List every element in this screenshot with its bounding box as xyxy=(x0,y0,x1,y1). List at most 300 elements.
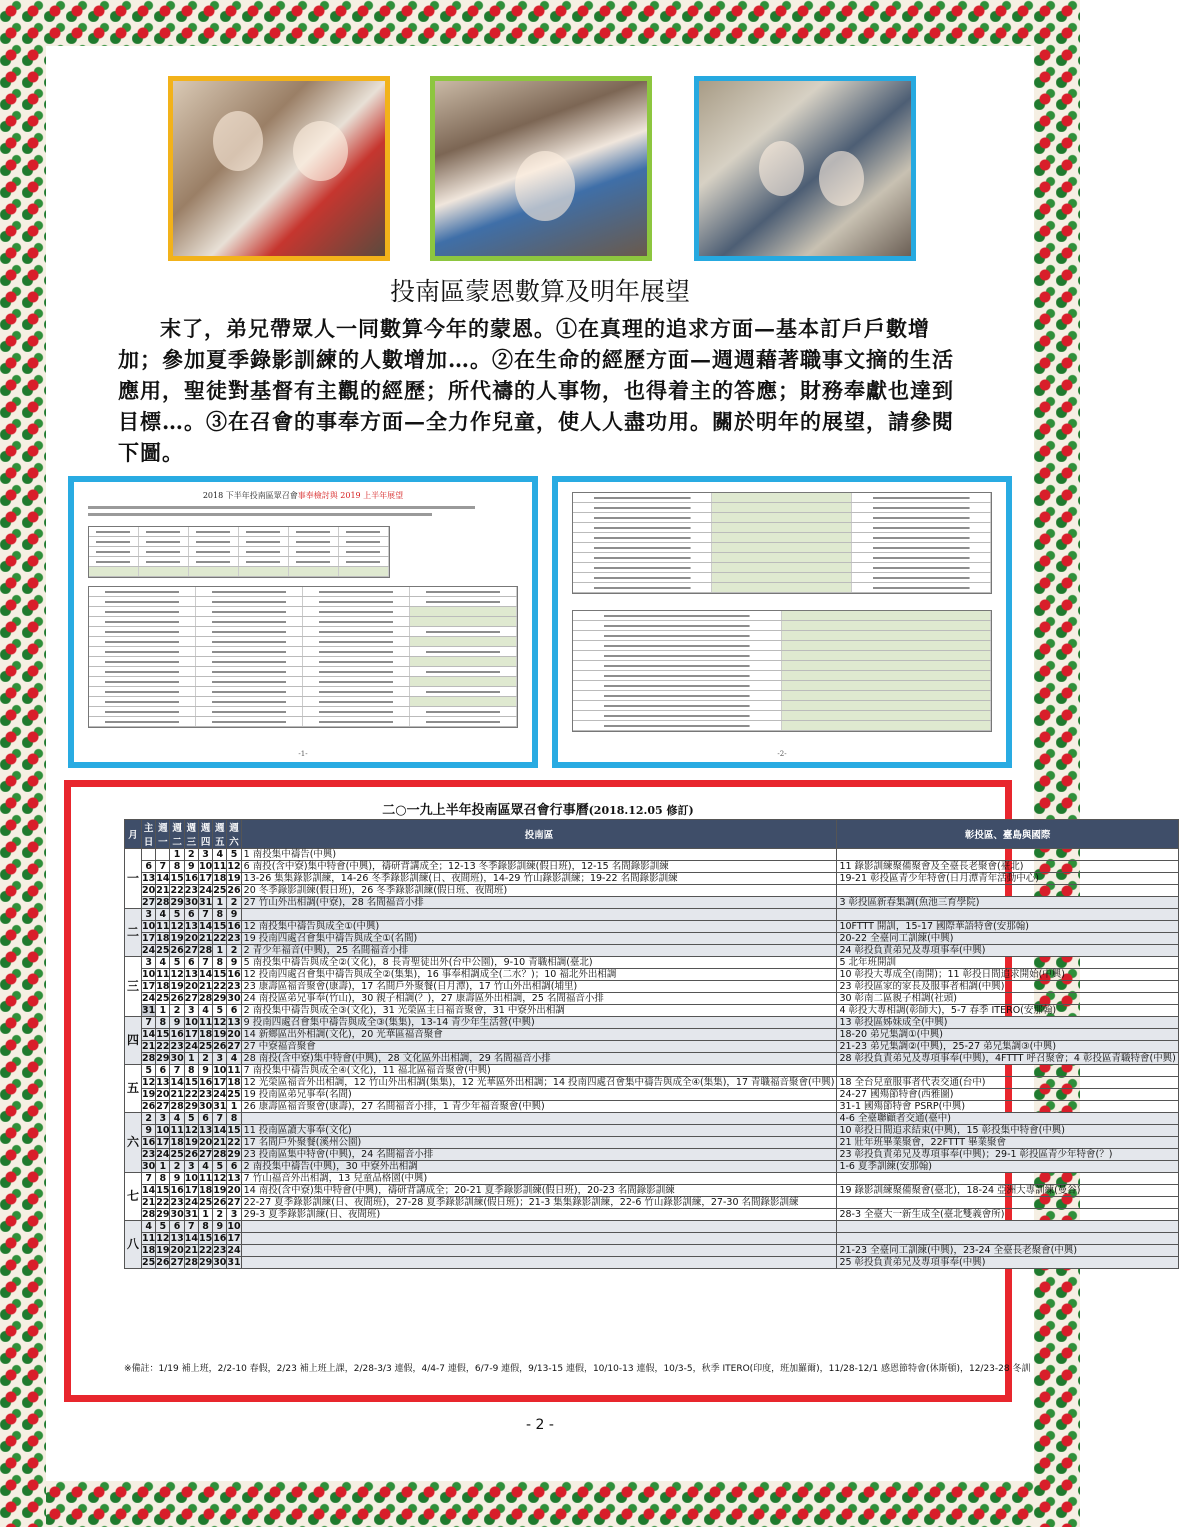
schedule-regional-event: 5 北年班開訓 xyxy=(837,957,1178,969)
schedule-day-cell: 31 xyxy=(198,897,213,908)
schedule-header-cell: 週四 xyxy=(198,820,212,849)
schedule-week-row xyxy=(125,1077,1179,1089)
section-title: 投南區蒙恩數算及明年展望 xyxy=(389,277,690,306)
schedule-title-text: 二○一九上半年投南區眾召會行事曆 xyxy=(382,803,589,818)
schedule-day-cell: 8 xyxy=(198,1221,212,1233)
schedule-day-cell: 9 xyxy=(184,861,198,873)
schedule-regional-event: 28-3 全臺大一新生成全(臺北雙義會所) xyxy=(837,1209,1178,1221)
schedule-day-cell: 9 xyxy=(213,1221,227,1233)
schedule-day-cell: 15 xyxy=(170,873,184,884)
schedule-tounan-event: 12 南投集中禱告與成全①(中興) xyxy=(241,921,837,933)
schedule-day-cell: 21 xyxy=(198,933,213,944)
schedule-day-cell: 11 xyxy=(213,861,227,872)
schedule-week-row xyxy=(125,849,1179,861)
schedule-regional-event: 1-6 夏季訓練(安那翰) xyxy=(837,1161,1178,1173)
schedule-tounan-event: 11 投南區讀大事奉(文化) xyxy=(241,1125,837,1137)
schedule-day-cell: 30 xyxy=(198,1101,213,1112)
schedule-day-cell: 3 xyxy=(156,1113,170,1125)
schedule-tounan-event: 13-26 集集錄影訓練，14-26 冬季錄影訓練(日、夜間班)，14-29 竹山錄影訓練；19-22 名間錄影訓練 xyxy=(241,873,837,885)
schedule-day-cell: 6 xyxy=(227,1161,241,1173)
schedule-day-cell: 7 xyxy=(184,1221,198,1233)
schedule-tounan-event: 26 康壽區福音聚會(康壽)，27 名間福音小排，1 青少年福音聚會(中興) xyxy=(241,1101,837,1113)
schedule-tounan-event: 20 冬季錄影訓練(假日班)，26 冬季錄影訓練(假日班、夜間班) xyxy=(241,885,837,897)
schedule-day-cell: 20 xyxy=(184,933,198,944)
schedule-day-cell: 12 xyxy=(170,921,184,932)
schedule-day-cell: 4 xyxy=(142,1221,156,1233)
schedule-day-cell: 19 xyxy=(213,1029,227,1040)
schedule-week-row xyxy=(125,1101,1179,1113)
schedule-day-cell: 18 xyxy=(156,933,170,944)
schedule-day-cell: 31 xyxy=(227,1257,241,1268)
schedule-day-cell: 27 xyxy=(227,1041,241,1052)
schedule-day-cell: 27 xyxy=(184,993,198,1004)
schedule-day-cell: 29 xyxy=(213,993,227,1004)
review-document-main-table xyxy=(88,586,518,728)
schedule-tounan-event: 27 竹山外出相調(中寮)，28 名間福音小排 xyxy=(241,897,837,909)
schedule-day-cell: 22 xyxy=(213,933,227,944)
schedule-day-cell: 27 xyxy=(184,945,198,956)
schedule-day-cell: 13 xyxy=(142,873,156,884)
schedule-day-cell: 20 xyxy=(227,1029,241,1040)
schedule-day-cell: 17 xyxy=(142,981,156,992)
schedule-regional-event: 21 壯年班畢業聚會，22FTTT 畢業聚會 xyxy=(837,1137,1178,1149)
schedule-day-cell: 2 xyxy=(213,1209,227,1221)
schedule-tounan-event: 17 名間戶外聚餐(溪州公園) xyxy=(241,1137,837,1149)
schedule-regional-event: 3 彰投區新春集調(魚池三育學院) xyxy=(837,897,1178,909)
schedule-regional-event: 10FTTT 開訓，15-17 國際華語特會(安那翰) xyxy=(837,921,1178,933)
schedule-day-cell: 17 xyxy=(213,1077,227,1088)
poinsettia-border-bottom xyxy=(0,1481,1080,1527)
schedule-day-cell: 16 xyxy=(227,969,241,980)
schedule-day-cell: 7 xyxy=(142,1017,156,1029)
schedule-day-cell: 21 xyxy=(213,1137,227,1148)
schedule-day-cell: 18 xyxy=(227,1077,241,1088)
review-document-title-main: 2018 下半年投南區眾召會 xyxy=(202,491,298,500)
schedule-tounan-event: 19 投南區弟兄事奉(名間) xyxy=(241,1089,837,1101)
schedule-week-row xyxy=(125,993,1179,1005)
schedule-day-cell: 1 xyxy=(156,1005,170,1017)
schedule-day-cell: 28 xyxy=(213,1149,227,1160)
schedule-day-cell: 14 xyxy=(170,1077,184,1088)
schedule-day-cell: 28 xyxy=(184,1257,198,1268)
schedule-month-cell: 二 xyxy=(125,909,142,957)
schedule-regional-event xyxy=(837,1197,1178,1209)
schedule-day-cell: 6 xyxy=(227,1005,241,1017)
schedule-day-cell: 10 xyxy=(213,1065,227,1076)
schedule-month-cell: 八 xyxy=(125,1221,142,1269)
schedule-week-row xyxy=(125,921,1179,933)
review-document-page-number: -2- xyxy=(777,750,787,758)
schedule-day-cell: 7 xyxy=(156,861,170,873)
schedule-day-cell: 1 xyxy=(227,1101,241,1113)
schedule-regional-event: 18 全台兒童服事者代表交通(台中) xyxy=(837,1077,1178,1089)
schedule-day-cell: 21 xyxy=(142,1041,156,1052)
schedule-regional-event: 19 錄影訓練聚備聚會(臺北)，18-24 亞洲大專訓練(曼谷) xyxy=(837,1185,1178,1197)
schedule-week-row xyxy=(125,1125,1179,1137)
schedule-header-cell: 週二 xyxy=(170,820,184,849)
schedule-day-cell: 7 xyxy=(213,1113,227,1125)
schedule-week-row xyxy=(125,1257,1179,1269)
review-document-page-number: -1- xyxy=(298,750,308,758)
schedule-day-cell: 16 xyxy=(184,873,198,884)
schedule-week-row xyxy=(125,957,1179,969)
schedule-tounan-event xyxy=(241,1245,837,1257)
schedule-day-cell: 11 xyxy=(170,1125,184,1136)
schedule-day-cell: 14 xyxy=(198,969,213,980)
review-document-intro xyxy=(88,506,518,520)
schedule-day-cell: 30 xyxy=(227,993,241,1004)
schedule-week-row xyxy=(125,1005,1179,1017)
schedule-day-cell: 24 xyxy=(142,945,156,956)
schedule-day-cell: 11 xyxy=(156,921,170,932)
schedule-day-cell: 31 xyxy=(142,1005,156,1016)
schedule-day-cell: 14 xyxy=(156,873,170,884)
schedule-day-cell: 23 xyxy=(227,933,241,944)
schedule-regional-event: 28 彰投負責弟兄及專項事奉(中興)，4FTTT 呼召聚會；4 彰投區青職特會(中興) xyxy=(837,1053,1178,1065)
schedule-day-cell: 25 xyxy=(170,1149,184,1160)
schedule-header-cell: 投南區 xyxy=(241,820,837,849)
schedule-day-cell: 13 xyxy=(170,1233,184,1244)
schedule-day-cell: 12 xyxy=(184,1125,198,1136)
schedule-day-cell: 18 xyxy=(170,1137,184,1148)
schedule-day-cell: 23 xyxy=(184,885,198,896)
poinsettia-border-left xyxy=(0,0,46,1527)
schedule-tounan-event: 24 南投區弟兄事奉(竹山)，30 親子相調(？)，27 康壽區外出相調，25 名間福音小排 xyxy=(241,993,837,1005)
schedule-week-row xyxy=(125,1017,1179,1029)
schedule-day-cell: 15 xyxy=(213,921,227,932)
schedule-month-cell: 七 xyxy=(125,1173,142,1221)
schedule-day-cell: 26 xyxy=(156,1257,170,1268)
schedule-day-cell: 13 xyxy=(227,1017,241,1028)
schedule-day-cell xyxy=(142,849,156,861)
schedule-regional-event xyxy=(837,849,1178,861)
schedule-day-cell: 12 xyxy=(213,1017,227,1028)
schedule-day-cell: 25 xyxy=(213,885,227,896)
schedule-day-cell: 28 xyxy=(170,1101,184,1112)
schedule-day-cell: 10 xyxy=(142,921,156,932)
schedule-week-row xyxy=(125,1137,1179,1149)
schedule-day-cell: 17 xyxy=(198,873,213,884)
schedule-day-cell: 3 xyxy=(213,1053,227,1065)
schedule-day-cell: 10 xyxy=(184,1017,198,1028)
schedule-month-cell: 五 xyxy=(125,1065,142,1113)
schedule-header-cell: 週一 xyxy=(156,820,170,849)
schedule-regional-event xyxy=(837,885,1178,897)
schedule-day-cell: 9 xyxy=(170,1017,184,1029)
schedule-day-cell: 2 xyxy=(198,1053,212,1065)
schedule-day-cell: 13 xyxy=(184,921,198,932)
schedule-regional-event: 24-27 國殤節特會(西雅圖) xyxy=(837,1089,1178,1101)
schedule-day-cell: 23 xyxy=(170,1197,184,1208)
schedule-regional-event: 4-6 全臺聯顧者交通(臺中) xyxy=(837,1113,1178,1125)
schedule-footnote: ※備註：1/19 補上班，2/2-10 春假，2/23 補上班上課，2/28-3/3 連假，4/4-7 連假，6/7-9 連假，9/13-15 連假，10/10-13 連假，10/3-5，秋季 ITERO(印度，班加羅爾)，11/28-12/1 感恩節特會(休斯頓)，12/23-28 冬訓 xyxy=(124,1364,1031,1374)
schedule-week-row xyxy=(125,1065,1179,1077)
schedule-day-cell: 2 xyxy=(227,897,241,909)
schedule-day-cell: 3 xyxy=(142,909,156,921)
schedule-header-cell: 彰投區、臺島與國際 xyxy=(837,820,1178,849)
schedule-week-row xyxy=(125,1233,1179,1245)
poinsettia-border-right xyxy=(1034,0,1080,1527)
schedule-day-cell: 13 xyxy=(227,1173,241,1184)
schedule-day-cell: 23 xyxy=(227,981,241,992)
schedule-day-cell: 26 xyxy=(213,1041,227,1052)
schedule-day-cell: 18 xyxy=(156,981,170,992)
schedule-day-cell: 15 xyxy=(156,1029,170,1040)
schedule-day-cell: 19 xyxy=(170,981,184,992)
schedule-day-cell: 4 xyxy=(213,849,227,861)
schedule-day-cell: 10 xyxy=(184,1173,198,1184)
schedule-day-cell: 29 xyxy=(156,1209,170,1220)
schedule-day-cell: 23 xyxy=(170,1041,184,1052)
schedule-tounan-event xyxy=(241,909,837,921)
schedule-day-cell: 27 xyxy=(156,1101,170,1112)
schedule-tounan-event: 6 南投(含中寮)集中特會(中興)，禱研背講成全；12-13 冬季錄影訓練(假日班)，12-15 名間錄影訓練 xyxy=(241,861,837,873)
schedule-day-cell: 27 xyxy=(142,897,156,908)
schedule-tounan-event: 7 竹山福音外出相調，13 兒童品格園(中興) xyxy=(241,1173,837,1185)
schedule-day-cell: 8 xyxy=(184,1065,198,1077)
schedule-day-cell: 7 xyxy=(142,1173,156,1185)
schedule-day-cell: 4 xyxy=(227,1053,241,1065)
schedule-header-cell: 週三 xyxy=(184,820,198,849)
review-document-title xyxy=(74,490,532,501)
schedule-tounan-event: 14 新鄉區出外相調(文化)，20 光華區福音聚會 xyxy=(241,1029,837,1041)
schedule-day-cell: 14 xyxy=(184,1233,198,1244)
schedule-week-row xyxy=(125,861,1179,873)
schedule-header-cell: 主日 xyxy=(142,820,156,849)
schedule-day-cell: 13 xyxy=(198,1125,213,1136)
schedule-day-cell: 8 xyxy=(227,1113,241,1125)
schedule-regional-event: 30 彰南二區親子相調(社頭) xyxy=(837,993,1178,1005)
schedule-day-cell: 29 xyxy=(198,1257,213,1268)
schedule-day-cell: 26 xyxy=(170,945,184,956)
schedule-day-cell: 19 xyxy=(213,1185,227,1196)
schedule-day-cell: 18 xyxy=(198,1185,213,1196)
schedule-regional-event: 31-1 國殤節特會 PSRP(中興) xyxy=(837,1101,1178,1113)
schedule-day-cell: 17 xyxy=(156,1137,170,1148)
schedule-day-cell: 22 xyxy=(156,1197,170,1208)
schedule-day-cell: 22 xyxy=(156,1041,170,1052)
schedule-day-cell: 2 xyxy=(170,1161,184,1173)
schedule-tounan-event: 12 投南四處召會集中禱告與成全②(集集)，16 事奉相調成全(二水？)；10 福北外出相調 xyxy=(241,969,837,981)
schedule-regional-event: 10 彰投日間追求結束(中興)，15 彰投集中特會(中興) xyxy=(837,1125,1178,1137)
schedule-day-cell: 29 xyxy=(184,1101,198,1112)
schedule-tounan-event: 23 康壽區福音聚會(康壽)，17 名間戶外聚餐(日月潭)，17 竹山外出相調(埔里) xyxy=(241,981,837,993)
schedule-day-cell: 10 xyxy=(156,1125,170,1136)
schedule-day-cell: 30 xyxy=(142,1161,156,1172)
schedule-day-cell: 28 xyxy=(142,1209,156,1220)
schedule-day-cell: 12 xyxy=(142,1077,156,1088)
schedule-day-cell: 11 xyxy=(198,1173,213,1184)
photo-congregation-waving xyxy=(430,76,652,261)
schedule-regional-event xyxy=(837,909,1178,921)
schedule-tounan-event: 23 投南區集中特會(中興)，24 名間福音小排 xyxy=(241,1149,837,1161)
schedule-regional-event: 24 彰投負責弟兄及專項事奉(中興) xyxy=(837,945,1178,957)
schedule-header-cell: 月 xyxy=(125,820,142,849)
schedule-day-cell: 24 xyxy=(142,993,156,1004)
schedule-week-row xyxy=(125,1209,1179,1221)
schedule-tounan-event: 14 南投(含中寮)集中特會(中興)，禱研背講成全；20-21 夏季錄影訓練(假日班)，20-23 名間錄影訓練 xyxy=(241,1185,837,1197)
schedule-week-row xyxy=(125,1245,1179,1257)
schedule-day-cell: 15 xyxy=(156,1185,170,1196)
schedule-day-cell: 4 xyxy=(198,1005,212,1017)
schedule-day-cell: 25 xyxy=(198,1041,213,1052)
schedule-day-cell: 20 xyxy=(156,1089,170,1100)
schedule-title xyxy=(71,799,1005,818)
schedule-day-cell: 22 xyxy=(198,1245,213,1256)
schedule-day-cell: 15 xyxy=(184,1077,198,1088)
schedule-day-cell: 2 xyxy=(184,849,198,861)
photo-group-meeting xyxy=(694,76,916,261)
schedule-day-cell: 16 xyxy=(170,1185,184,1196)
schedule-tounan-event: 28 南投(含中寮)集中特會(中興)，28 文化區外出相調，29 名間福音小排 xyxy=(241,1053,837,1065)
schedule-day-cell: 5 xyxy=(170,957,184,969)
schedule-day-cell: 11 xyxy=(198,1017,213,1028)
schedule-day-cell: 16 xyxy=(142,1137,156,1148)
schedule-regional-event xyxy=(837,1065,1178,1077)
schedule-day-cell: 22 xyxy=(170,885,184,896)
schedule-tounan-event xyxy=(241,1233,837,1245)
schedule-week-row xyxy=(125,981,1179,993)
schedule-tounan-event: 5 南投集中禱告與成全②(文化)，8 長青聖徒出外(台中公園)，9-10 青職相調(臺北) xyxy=(241,957,837,969)
schedule-tounan-event: 29-3 夏季錄影訓練(日、夜間班) xyxy=(241,1209,837,1221)
schedule-header-cell: 週五 xyxy=(213,820,227,849)
schedule-day-cell: 14 xyxy=(142,1185,156,1196)
schedule-day-cell: 5 xyxy=(184,1113,198,1125)
schedule-day-cell: 5 xyxy=(213,1005,227,1017)
schedule-day-cell: 24 xyxy=(184,1041,198,1052)
schedule-day-cell: 1 xyxy=(213,945,227,957)
schedule-day-cell: 23 xyxy=(198,1089,213,1100)
schedule-day-cell: 8 xyxy=(170,861,184,873)
review-document-stats-table xyxy=(88,526,390,578)
schedule-day-cell: 27 xyxy=(198,1149,213,1160)
schedule-month-cell: 一 xyxy=(125,849,142,909)
schedule-day-cell: 13 xyxy=(156,1077,170,1088)
schedule-day-cell: 6 xyxy=(142,861,156,873)
schedule-day-cell: 7 xyxy=(198,957,212,969)
schedule-regional-event: 20-22 全臺同工訓練(中興) xyxy=(837,933,1178,945)
schedule-day-cell: 24 xyxy=(227,1245,241,1256)
poinsettia-border-top xyxy=(0,0,1080,46)
schedule-tounan-event: 2 青少年福音(中興)，25 名間福音小排 xyxy=(241,945,837,957)
schedule-day-cell: 14 xyxy=(213,1125,227,1136)
body-text xyxy=(118,313,968,468)
schedule-day-cell: 7 xyxy=(170,1065,184,1077)
schedule-week-row xyxy=(125,945,1179,957)
schedule-day-cell: 24 xyxy=(213,1089,227,1100)
schedule-day-cell: 15 xyxy=(213,969,227,980)
schedule-tounan-event: 1 南投集中禱告(中興) xyxy=(241,849,837,861)
schedule-day-cell: 26 xyxy=(142,1101,156,1112)
schedule-week-row xyxy=(125,1053,1179,1065)
schedule-week-row xyxy=(125,1197,1179,1209)
schedule-day-cell: 4 xyxy=(170,1113,184,1125)
schedule-day-cell: 11 xyxy=(227,1065,241,1076)
schedule-day-cell: 26 xyxy=(184,1149,198,1160)
schedule-week-row xyxy=(125,1149,1179,1161)
schedule-tounan-event: 2 南投集中禱告(中興)，30 中寮外出相調 xyxy=(241,1161,837,1173)
schedule-day-cell: 20 xyxy=(227,1185,241,1196)
page-number: - 2 - xyxy=(526,1417,554,1433)
schedule-day-cell: 31 xyxy=(184,1209,198,1220)
schedule-day-cell: 3 xyxy=(184,1005,198,1017)
schedule-day-cell: 26 xyxy=(170,993,184,1004)
schedule-day-cell: 29 xyxy=(227,1149,241,1160)
schedule-regional-event: 4 彰投大專相調(彰師大)，5-7 春季 ITERO(安那翰) xyxy=(837,1005,1178,1017)
schedule-day-cell: 13 xyxy=(184,969,198,980)
schedule-day-cell: 19 xyxy=(184,1137,198,1148)
schedule-day-cell: 1 xyxy=(156,1161,170,1173)
schedule-day-cell: 12 xyxy=(156,1233,170,1244)
schedule-day-cell: 10 xyxy=(227,1221,241,1232)
schedule-day-cell: 26 xyxy=(213,1197,227,1208)
schedule-day-cell: 2 xyxy=(142,1113,156,1125)
schedule-week-row xyxy=(125,933,1179,945)
schedule-day-cell: 12 xyxy=(213,1173,227,1184)
schedule-regional-event: 10 彰投大專成全(南開)；11 彰投日間追求開始(中興) xyxy=(837,969,1178,981)
schedule-day-cell: 19 xyxy=(156,1245,170,1256)
schedule-day-cell: 27 xyxy=(170,1257,184,1268)
schedule-revision-note: (2018.12.05 修訂) xyxy=(588,804,694,817)
schedule-day-cell: 10 xyxy=(198,861,213,872)
schedule-day-cell: 14 xyxy=(142,1029,156,1040)
schedule-day-cell: 1 xyxy=(213,897,227,909)
schedule-day-cell: 27 xyxy=(227,1197,241,1208)
schedule-day-cell: 30 xyxy=(184,897,198,908)
schedule-day-cell: 21 xyxy=(184,1245,198,1256)
schedule-day-cell: 20 xyxy=(142,885,156,896)
schedule-week-row xyxy=(125,909,1179,921)
schedule-frame xyxy=(64,780,1176,1402)
schedule-day-cell: 9 xyxy=(170,1173,184,1185)
schedule-day-cell: 6 xyxy=(156,1065,170,1077)
schedule-regional-event: 18-20 弟兄集調①(中興) xyxy=(837,1029,1178,1041)
schedule-tounan-event: 19 投南四處召會集中禱告與成全①(名間) xyxy=(241,933,837,945)
schedule-month-cell: 四 xyxy=(125,1017,142,1065)
schedule-day-cell: 11 xyxy=(156,969,170,980)
schedule-tounan-event: 22-27 夏季錄影訓練(日、夜間班)，27-28 夏季錄影訓練(假日班)；21-3 集集錄影訓練，22-6 竹山錄影訓練，27-30 名間錄影訓練 xyxy=(241,1197,837,1209)
schedule-day-cell: 1 xyxy=(184,1053,198,1065)
schedule-day-cell: 25 xyxy=(227,1089,241,1100)
schedule-week-row xyxy=(125,1029,1179,1041)
schedule-week-row xyxy=(125,1041,1179,1053)
schedule-day-cell: 4 xyxy=(198,1161,212,1173)
schedule-day-cell: 22 xyxy=(213,981,227,992)
schedule-week-row xyxy=(125,1185,1179,1197)
photo-reading-together xyxy=(168,76,390,261)
schedule-day-cell: 3 xyxy=(184,1161,198,1173)
schedule-table xyxy=(124,819,1179,1269)
schedule-day-cell: 6 xyxy=(198,1113,212,1125)
schedule-week-row xyxy=(125,873,1179,885)
schedule-regional-event: 11 錄影訓練聚備聚會及全臺長老聚會(臺北) xyxy=(837,861,1178,873)
schedule-day-cell: 9 xyxy=(227,909,241,921)
review-document-page-1 xyxy=(68,476,538,768)
review-document-page-2 xyxy=(552,476,1012,768)
schedule-tounan-event xyxy=(241,1221,837,1233)
review-document-title-highlight: 事奉檢討與 2019 上半年展望 xyxy=(297,491,404,500)
schedule-day-cell: 9 xyxy=(198,1065,212,1077)
schedule-day-cell: 21 xyxy=(142,1197,156,1208)
schedule-header-cell: 週六 xyxy=(227,820,241,849)
schedule-day-cell: 30 xyxy=(170,1053,184,1064)
schedule-day-cell: 19 xyxy=(142,1089,156,1100)
schedule-day-cell: 6 xyxy=(184,909,198,921)
schedule-day-cell: 20 xyxy=(184,981,198,992)
schedule-day-cell xyxy=(156,849,170,861)
schedule-day-cell: 23 xyxy=(213,1245,227,1256)
schedule-day-cell: 4 xyxy=(156,957,170,969)
